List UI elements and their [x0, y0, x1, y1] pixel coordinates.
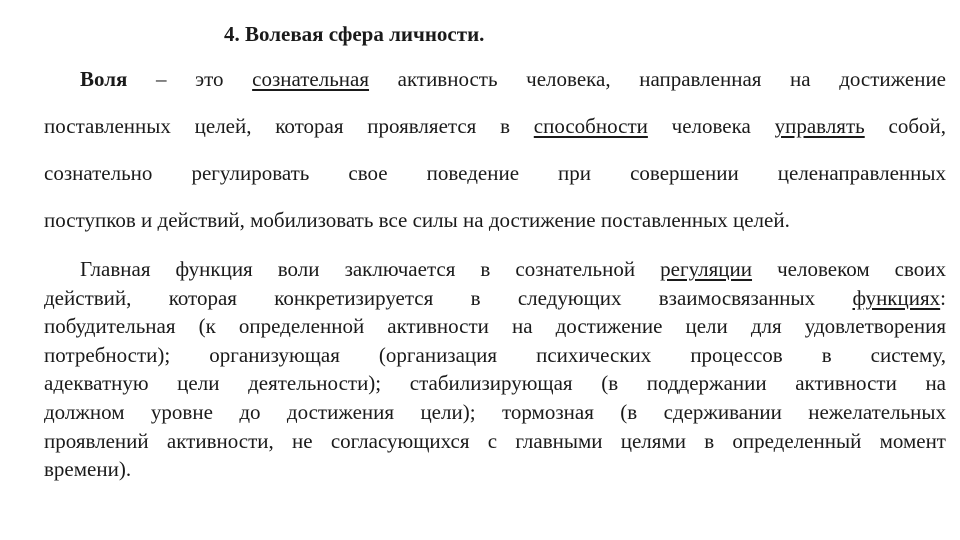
text-span: : — [940, 285, 946, 310]
underlined-word: сознательная — [252, 67, 370, 91]
text-line — [44, 284, 946, 313]
text-span: активность человека, направленная на достижение — [397, 67, 947, 91]
text-span: – это — [155, 67, 224, 91]
section-heading: 4. Волевая сфера личности. — [224, 22, 485, 46]
underlined-word: способности — [533, 114, 648, 138]
text-span: поставленных целей, которая проявляется в — [44, 114, 510, 138]
text-line: адекватную цели деятельности); стабилизирующая (в поддержании активности на — [44, 371, 946, 396]
text-line — [44, 255, 946, 284]
term-volya: Воля — [80, 67, 128, 91]
text-line: потребности); организующая (организация психических процессов в систему, — [44, 342, 946, 367]
will-function-paragraph — [44, 255, 946, 484]
text-line — [44, 64, 946, 111]
underlined-word: управлять — [774, 114, 865, 138]
text-line: поступков и действий, мобилизовать все силы на достижение поставленных целей. — [44, 208, 790, 232]
text-span: человека — [671, 114, 751, 138]
text-line: должном уровне до достижения цели); тормозная (в сдерживании нежелательных — [44, 399, 946, 424]
text-span: собой, — [888, 114, 946, 138]
text-span: действий, которая конкретизируется в следующих взаимосвязанных — [44, 285, 816, 310]
text-line — [44, 111, 946, 158]
will-definition-paragraph — [44, 64, 946, 252]
underlined-word: регуляции — [660, 257, 753, 281]
underlined-word: функциях — [852, 285, 941, 310]
text-span: Главная функция воли заключается в сознательной — [80, 257, 636, 281]
text-line: времени). — [44, 457, 132, 482]
text-line: проявлений активности, не согласующихся с главными целями в определенный момент — [44, 428, 946, 453]
text-span: человеком своих — [777, 257, 947, 281]
text-line: побудительная (к определенной активности на достижение цели для удовлетворения — [44, 314, 946, 339]
text-line: сознательно регулировать свое поведение при совершении целенаправленных — [44, 161, 946, 185]
